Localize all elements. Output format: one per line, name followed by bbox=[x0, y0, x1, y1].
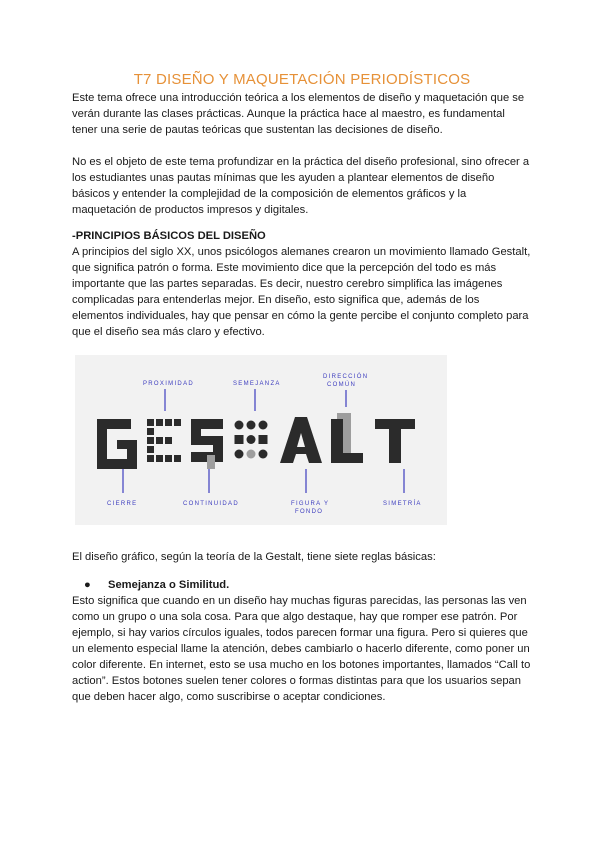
document-page bbox=[72, 70, 532, 705]
section-heading: -PRINCIPIOS BÁSICOS DEL DISEÑO bbox=[72, 230, 266, 242]
bullet-label: Semejanza o Similitud. bbox=[108, 579, 230, 591]
text-line: los estudiantes unas pautas mínimas que les ayuden a plantear elementos de diseño bbox=[72, 172, 495, 184]
text-line: básicos y entender la complejidad de la composición de elementos gráficos y la bbox=[72, 188, 467, 200]
intro-paragraph-1 bbox=[72, 90, 532, 138]
text-line: A principios del siglo XX, unos psicólogos alemanes crearon un movimiento llamado Gestalt, bbox=[72, 246, 531, 258]
text-line: un elemento especial llame la atención, debes cambiarlo o hacerlo diferente, como poner un bbox=[72, 643, 530, 655]
label-cierre: CIERRE bbox=[107, 501, 138, 507]
text-line: que significa patrón o forma. Este movimiento dice que la percepción del todo es más bbox=[72, 262, 497, 274]
document-title: T7 DISEÑO Y MAQUETACIÓN PERIODÍSTICOS bbox=[133, 71, 471, 88]
letter-a bbox=[280, 417, 322, 463]
text-line: elementos individuales, hay que pensar en cómo la gente percibe el conjunto completo para bbox=[72, 310, 529, 322]
text-line: maquetación de productos impresos y digitales. bbox=[72, 204, 309, 216]
text-line: que el diseño sea más claro y efectivo. bbox=[72, 326, 265, 338]
gestalt-figure bbox=[75, 355, 447, 525]
label-semejanza: SEMEJANZA bbox=[233, 381, 281, 387]
text-line: color diferente. En internet, esto se usa mucho en los botones importantes, llamados “Call to bbox=[72, 659, 531, 671]
bullet-item bbox=[84, 577, 532, 593]
label-direccion: DIRECCIÓN bbox=[323, 374, 369, 380]
letter-t bbox=[375, 419, 415, 463]
text-line: que deben hacer algo, como suscribirse o aceptar condiciones. bbox=[72, 691, 386, 703]
text-line: como un grupo o una sola cosa. Para que algo destaque, hay que romper ese patrón. Por bbox=[72, 611, 518, 623]
label-figura-y: FIGURA Y bbox=[291, 501, 330, 507]
text-line: action”. Estos botones suelen tener colores o formas distintas para que los usuarios sepan bbox=[72, 675, 521, 687]
text-line: Este tema ofrece una introducción teórica a los elementos de diseño y maquetación que se bbox=[72, 92, 525, 104]
label-continuidad: CONTINUIDAD bbox=[183, 501, 239, 507]
rules-intro: El diseño gráfico, según la teoría de la Gestalt, tiene siete reglas básicas: bbox=[72, 551, 436, 563]
letter-e bbox=[147, 419, 181, 462]
text-line: importante que las partes separadas. Es decir, nuestro cerebro simplifica las imágenes bbox=[72, 278, 503, 290]
bullet-paragraph bbox=[72, 593, 532, 705]
gestalt-illustration bbox=[75, 355, 447, 525]
label-proximidad: PROXIMIDAD bbox=[143, 381, 195, 387]
intro-paragraph-2 bbox=[72, 154, 532, 218]
section-paragraph bbox=[72, 244, 532, 340]
text-line: tener una serie de pautas teóricas que sustentan las decisiones de diseño. bbox=[72, 124, 443, 136]
letter-s bbox=[191, 419, 223, 469]
letter-l bbox=[331, 413, 363, 463]
semejanza-grid bbox=[235, 421, 268, 459]
text-line: ejemplo, si hay varios círculos iguales, todos parecen formar una figura. Pero si quieres que bbox=[72, 627, 528, 639]
label-comun: COMÚN bbox=[327, 382, 357, 388]
bullet-dot-icon: ● bbox=[84, 579, 91, 591]
text-line: complicadas para entenderlas mejor. En diseño, esto significa que, además de los bbox=[72, 294, 480, 306]
letter-g bbox=[97, 419, 137, 469]
label-fondo: FONDO bbox=[295, 509, 324, 515]
text-line: No es el objeto de este tema profundizar en la práctica del diseño profesional, sino ofrecer a bbox=[72, 156, 530, 168]
text-line: Esto significa que cuando en un diseño hay muchas figuras parecidas, las personas las ven bbox=[72, 595, 527, 607]
label-simetria: SIMETRÍA bbox=[383, 501, 422, 507]
text-line: verán durante las clases prácticas. Aunque la práctica hace al maestro, es fundamental bbox=[72, 108, 505, 120]
